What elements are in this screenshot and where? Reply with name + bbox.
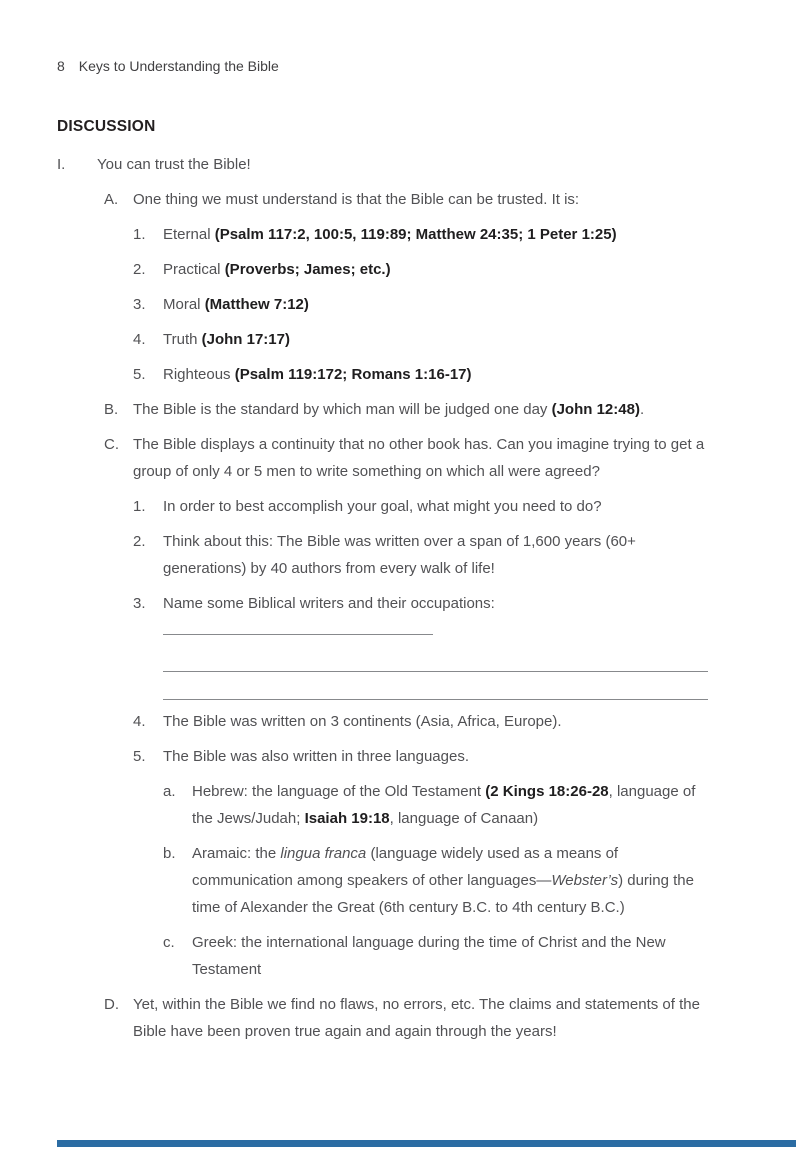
outline-item <box>57 291 708 318</box>
running-header <box>57 56 708 76</box>
outline-item <box>57 361 708 388</box>
outline-text: Truth (John 17:17) <box>163 330 290 348</box>
page-number: 8 <box>57 58 65 74</box>
running-title: Keys to Understanding the Bible <box>78 58 279 74</box>
outline-text: Think about this: The Bible was written over a span of 1,600 years (60+ generations) by 40 authors from every walk of life! <box>163 532 636 577</box>
section-title: DISCUSSION <box>57 118 156 135</box>
outline-text: Moral (Matthew 7:12) <box>163 295 309 313</box>
outline-item <box>57 186 708 213</box>
outline-marker: A. <box>104 190 119 208</box>
outline-item <box>57 708 708 735</box>
outline-item <box>57 778 708 832</box>
answer-blank-row <box>57 652 708 672</box>
outline-marker: 4. <box>133 712 146 730</box>
outline-marker: b. <box>163 844 176 862</box>
outline-marker: D. <box>104 995 119 1013</box>
answer-blank-inline <box>163 634 433 635</box>
outline-text: Practical (Proverbs; James; etc.) <box>163 260 391 278</box>
outline-marker: 2. <box>133 532 146 550</box>
outline-item <box>57 991 708 1045</box>
outline-text: The Bible displays a continuity that no other book has. Can you imagine trying to get a group of only 4 or 5 men to write something on which all were agreed? <box>133 435 705 480</box>
outline-text: Aramaic: the lingua franca (language widely used as a means of communication among speakers of other languages—Webster’s) during the time of Alexander the Great (6th century B.C. to 4th century B.C.) <box>192 844 694 916</box>
outline-item <box>57 929 708 983</box>
outline-text: The Bible was written on 3 continents (Asia, Africa, Europe). <box>163 712 562 730</box>
outline-text: The Bible is the standard by which man will be judged one day (John 12:48). <box>133 400 645 418</box>
outline-text: Yet, within the Bible we find no flaws, no errors, etc. The claims and statements of the Bible have been proven true again and again through the years! <box>133 995 700 1040</box>
outline-text: Hebrew: the language of the Old Testament (2 Kings 18:26-28, language of the Jews/Judah; Isaiah 19:18, language of Canaan) <box>192 782 696 827</box>
outline-item <box>57 256 708 283</box>
outline-text: One thing we must understand is that the Bible can be trusted. It is: <box>133 190 580 208</box>
outline-marker: 5. <box>133 747 146 765</box>
outline-text: In order to best accomplish your goal, what might you need to do? <box>163 497 602 515</box>
outline-text: Righteous (Psalm 119:172; Romans 1:16-17) <box>163 365 472 383</box>
outline-item <box>57 326 708 353</box>
page-footer-accent-bar <box>57 1140 796 1147</box>
outline-item <box>57 396 708 423</box>
outline-text: Eternal (Psalm 117:2, 100:5, 119:89; Matthew 24:35; 1 Peter 1:25) <box>163 225 617 243</box>
discussion-outline <box>57 151 708 1045</box>
outline-marker: C. <box>104 435 119 453</box>
outline-item <box>57 528 708 582</box>
outline-marker: 1. <box>133 497 146 515</box>
outline-item <box>57 221 708 248</box>
outline-text: The Bible was also written in three languages. <box>163 747 470 765</box>
outline-marker: 4. <box>133 330 146 348</box>
outline-item <box>57 493 708 520</box>
outline-marker: 3. <box>133 594 146 612</box>
outline-marker: c. <box>163 933 175 951</box>
outline-marker: B. <box>104 400 119 418</box>
answer-blank-line <box>163 680 708 700</box>
outline-item <box>57 743 708 770</box>
outline-marker: 2. <box>133 260 146 278</box>
answer-blank-line <box>163 652 708 672</box>
outline-text: You can trust the Bible! <box>97 155 251 173</box>
outline-item <box>57 590 708 644</box>
outline-marker: a. <box>163 782 176 800</box>
outline-item <box>57 431 708 485</box>
outline-item <box>57 151 708 178</box>
outline-marker: I. <box>57 155 66 173</box>
outline-marker: 5. <box>133 365 146 383</box>
outline-item <box>57 840 708 921</box>
answer-blank-row <box>57 680 708 700</box>
outline-marker: 1. <box>133 225 146 243</box>
outline-text: Name some Biblical writers and their occupations: <box>163 590 708 644</box>
outline-text: Greek: the international language during the time of Christ and the New Testament <box>192 933 666 978</box>
outline-marker: 3. <box>133 295 146 313</box>
